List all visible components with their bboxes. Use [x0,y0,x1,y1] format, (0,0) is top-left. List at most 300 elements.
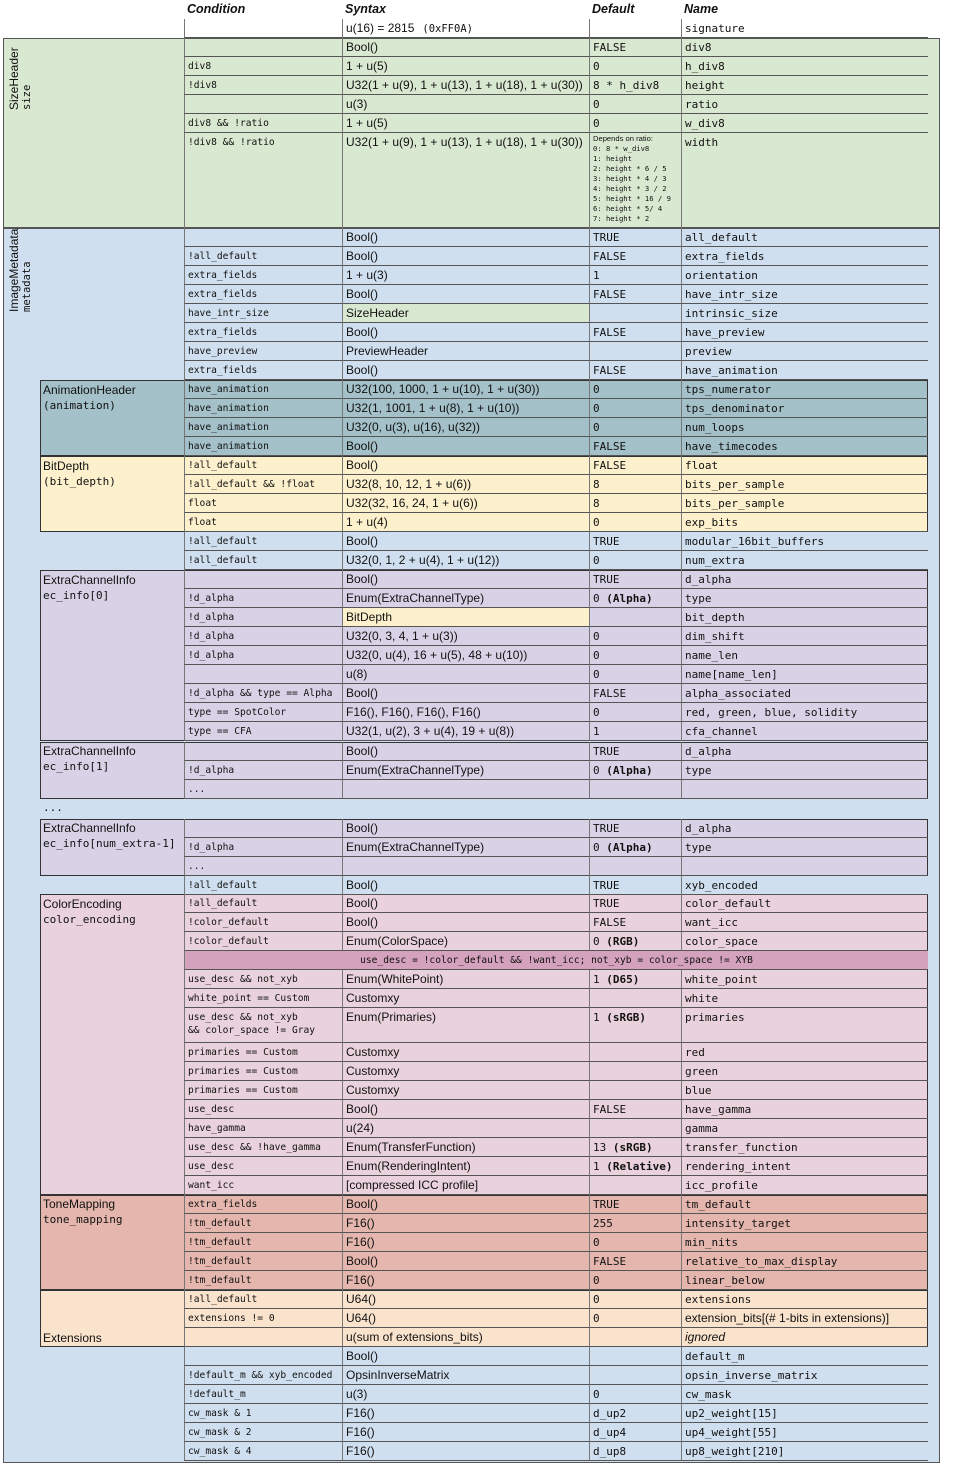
default-value: FALSE [593,364,627,377]
condition-cell: cw_mask & 4 [184,1442,342,1461]
default-value: 0 [593,98,600,111]
default-cell [589,266,681,285]
default-cell [589,361,681,380]
default-value: 0 [593,60,600,73]
name-cell: want_icc [681,913,928,932]
syntax-cell: Customxy [342,1043,589,1062]
table-row [0,323,957,342]
default-cell [589,970,681,989]
condition-cell: primaries == Custom [184,1043,342,1062]
ratio-note [589,134,681,224]
default-value: TRUE [593,745,620,758]
syntax-cell: Bool() [342,228,589,247]
syntax-cell: U32(8, 10, 12, 1 + u(6)) [342,475,589,494]
default-cell [589,894,681,913]
default-cell [589,742,681,761]
syntax-cell: 1 + u(5) [342,57,589,76]
name-cell: width [681,133,928,228]
name-cell [681,857,928,876]
table-row [0,19,957,38]
ratio-note-line: 1: height [593,154,632,163]
syntax-cell: U32(1, u(2), 3 + u(4), 19 + u(8)) [342,722,589,741]
default-cell [589,1328,681,1347]
condition-cell: have_animation [184,418,342,437]
name-cell: div8 [681,38,928,57]
condition-cell: type == CFA [184,722,342,741]
default-value: FALSE [593,1255,627,1268]
condition-cell: ... [184,857,342,876]
condition-cell: !d_alpha && type == Alpha [184,684,342,703]
syntax-cell: Bool() [342,684,589,703]
default-cell [589,665,681,684]
condition-cell: !d_alpha [184,608,342,627]
default-cell [589,1062,681,1081]
condition-cell [184,742,342,761]
condition-cell [184,95,342,114]
condition-cell: !tm_default [184,1271,342,1290]
name-cell: ratio [681,95,928,114]
table-row [0,1366,957,1385]
name-cell: up8_weight[210] [681,1442,928,1461]
table-row [0,342,957,361]
default-cell [589,494,681,513]
default-cell [589,1008,681,1043]
table-row [0,475,957,494]
default-cell [589,342,681,361]
condition-cell: extra_fields [184,285,342,304]
name-cell: type [681,838,928,857]
condition-cell: !tm_default [184,1214,342,1233]
default-value: 1 [593,1011,600,1024]
syntax-cell: Customxy [342,1062,589,1081]
default-cell [589,722,681,741]
name-cell: tm_default [681,1195,928,1214]
table-row [0,1195,957,1214]
default-cell [589,819,681,838]
condition-cell: have_intr_size [184,304,342,323]
name-cell: xyb_encoded [681,876,928,895]
condition-cell: !div8 && !ratio [184,133,342,228]
table-row [0,1081,957,1100]
table-row [0,133,957,152]
default-value: TRUE [593,535,620,548]
default-value: TRUE [593,573,620,586]
table-row [0,761,957,780]
name-cell: have_animation [681,361,928,380]
default-value: 0 [593,1274,600,1287]
default-cell [589,589,681,608]
default-cell [589,1138,681,1157]
default-cell [589,228,681,247]
default-cell [589,608,681,627]
name-cell: intrinsic_size [681,304,928,323]
condition-cell: use_desc [184,1100,342,1119]
default-cell [589,761,681,780]
default-value: FALSE [593,288,627,301]
condition-cell: !default_m && xyb_encoded [184,1366,342,1385]
condition-cell [184,1347,342,1366]
condition-cell: !d_alpha [184,838,342,857]
table-row [0,228,957,247]
name-cell: orientation [681,266,928,285]
syntax-cell: PreviewHeader [342,342,589,361]
name-cell: white [681,989,928,1008]
syntax-cell: Bool() [342,38,589,57]
name-cell: have_intr_size [681,285,928,304]
table-row [0,570,957,589]
default-value: 0 [593,935,600,948]
name-cell: bits_per_sample [681,475,928,494]
syntax-cell: u(sum of extensions_bits) [342,1328,589,1347]
default-cell [589,1214,681,1233]
ratio-note-line: 6: height * 5/ 4 [593,204,663,213]
default-value: 13 [593,1141,607,1154]
condition-cell: !d_alpha [184,589,342,608]
syntax-cell: Enum(Primaries) [342,1008,589,1043]
table-row [0,266,957,285]
name-cell: cw_mask [681,1385,928,1404]
syntax-cell: F16() [342,1442,589,1461]
table-row [0,819,957,838]
condition-cell: have_preview [184,342,342,361]
default-value: d_up8 [593,1445,627,1458]
syntax-cell [342,857,589,876]
condition-cell: use_desc [184,1157,342,1176]
table-row [0,1062,957,1081]
condition-cell: div8 [184,57,342,76]
default-cell [589,1290,681,1309]
default-label: (Alpha) [606,841,653,854]
table-row [0,1347,957,1366]
syntax-cell [342,780,589,799]
default-label: (D65) [606,973,640,986]
table-row [0,1290,957,1309]
condition-cell: extensions != 0 [184,1309,342,1328]
default-cell [589,1195,681,1214]
default-cell [589,304,681,323]
ecn-label: ExtraChannelInfo ec_info[num_extra-1] [43,821,176,850]
syntax-cell: U32(0, u(4), 16 + u(5), 48 + u(10)) [342,646,589,665]
condition-cell: !color_default [184,932,342,951]
condition-cell [184,1328,342,1347]
table-row [0,1100,957,1119]
condition-cell: cw_mask & 1 [184,1404,342,1423]
syntax-cell: F16() [342,1271,589,1290]
default-value: 0 [593,649,600,662]
syntax-cell: F16() [342,1404,589,1423]
condition-cell: !all_default [184,247,342,266]
default-value: 0 [593,1312,600,1325]
name-cell: color_default [681,894,928,913]
syntax-cell: 1 + u(3) [342,266,589,285]
name-cell: type [681,589,928,608]
default-value: 8 [593,497,600,510]
color-encoding-label: ColorEncoding color_encoding [43,897,136,926]
default-cell [589,380,681,399]
syntax-cell: u(3) [342,1385,589,1404]
name-cell: extensions [681,1290,928,1309]
condition-cell: extra_fields [184,361,342,380]
syntax-cell: Bool() [342,742,589,761]
name-cell: linear_below [681,1271,928,1290]
table-row [0,456,957,475]
name-cell: icc_profile [681,1176,928,1195]
table-row [0,247,957,266]
default-label: (sRGB) [612,1141,653,1154]
name-cell: red [681,1043,928,1062]
default-cell [589,1252,681,1271]
default-value: d_up4 [593,1426,627,1439]
condition-cell: have_animation [184,399,342,418]
default-cell [589,646,681,665]
table-row [0,722,957,741]
ratio-note-line: 4: height * 3 / 2 [593,184,667,193]
syntax-cell: u(3) [342,95,589,114]
name-cell: white_point [681,970,928,989]
table-row [0,665,957,684]
condition-cell: use_desc && !have_gamma [184,1138,342,1157]
name-cell: extra_fields [681,247,928,266]
default-value: TRUE [593,231,620,244]
default-value: 0 [593,706,600,719]
default-cell [589,399,681,418]
tone-mapping-label: ToneMapping tone_mapping [43,1197,123,1226]
table-row [0,1008,957,1036]
default-value: 255 [593,1217,613,1230]
name-cell: dim_shift [681,627,928,646]
table-row [0,932,957,951]
syntax-cell: U32(0, u(3), u(16), u(32)) [342,418,589,437]
syntax-cell: Enum(TransferFunction) [342,1138,589,1157]
ec1-label: ExtraChannelInfo ec_info[1] [43,744,136,773]
syntax-cell: OpsinInverseMatrix [342,1366,589,1385]
default-cell [589,1366,681,1385]
default-value: d_up2 [593,1407,627,1420]
table-row [0,380,957,399]
name-cell: rendering_intent [681,1157,928,1176]
ec0-label: ExtraChannelInfo ec_info[0] [43,573,136,602]
default-cell [589,857,681,876]
table-row [0,838,957,857]
syntax-cell: U32(1 + u(9), 1 + u(13), 1 + u(18), 1 + u(30)) [342,133,589,228]
name-cell: up2_weight[15] [681,1404,928,1423]
syntax-cell: Enum(ExtraChannelType) [342,761,589,780]
size-header-label: SizeHeader size [7,47,33,110]
ratio-note-line: 5: height * 16 / 9 [593,194,671,203]
ratio-note-line: 3: height * 4 / 3 [593,174,667,183]
default-cell [589,913,681,932]
default-cell [589,437,681,456]
table-row [0,703,957,722]
table-row [0,970,957,989]
condition-cell: !d_alpha [184,627,342,646]
name-cell: all_default [681,228,928,247]
syntax-cell: Bool() [342,570,589,589]
default-value: 0 [593,383,600,396]
ratio-note-line: 0: 8 * w_div8 [593,144,650,153]
table-row [0,989,957,1008]
default-cell [589,932,681,951]
name-cell: name_len [681,646,928,665]
default-label: (RGB) [606,935,640,948]
default-value: FALSE [593,250,627,263]
name-cell [681,780,928,799]
syntax-cell: BitDepth [342,608,589,627]
condition-cell: div8 && !ratio [184,114,342,133]
table-row [0,532,957,551]
syntax-cell: Bool() [342,323,589,342]
name-cell: bits_per_sample [681,494,928,513]
name-cell: height [681,76,928,95]
table-row [0,361,957,380]
condition-cell: ... [184,780,342,799]
syntax-cell: SizeHeader [342,304,589,323]
condition-cell [184,819,342,838]
name-cell: ignored [681,1328,928,1347]
table-row [0,304,957,323]
condition-cell: type == SpotColor [184,703,342,722]
syntax-cell: U64() [342,1290,589,1309]
name-cell: exp_bits [681,513,928,532]
syntax-cell: U32(100, 1000, 1 + u(10), 1 + u(30)) [342,380,589,399]
table-row [0,1043,957,1062]
default-cell [589,57,681,76]
name-cell: num_extra [681,551,928,570]
name-cell: color_space [681,932,928,951]
image-metadata-label: ImageMetadata metadata [7,228,33,312]
syntax-cell: F16() [342,1423,589,1442]
default-value: TRUE [593,879,620,892]
default-value: FALSE [593,687,627,700]
syntax-cell: u(24) [342,1119,589,1138]
table-row [0,876,957,895]
name-cell: min_nits [681,1233,928,1252]
default-value: 0 [593,554,600,567]
condition-cell: !all_default && !float [184,475,342,494]
condition-cell [184,228,342,247]
syntax-cell: Bool() [342,361,589,380]
header-name: Name [684,2,719,16]
condition-cell: white_point == Custom [184,989,342,1008]
default-cell [589,19,681,38]
default-cell [589,1385,681,1404]
syntax-cell: F16() [342,1214,589,1233]
syntax-cell: 1 + u(5) [342,114,589,133]
name-cell: preview [681,342,928,361]
ratio-note-title: Depends on ratio: [593,134,653,143]
table-row [0,418,957,437]
table-row [0,589,957,608]
default-cell [589,285,681,304]
default-cell [589,780,681,799]
name-cell: d_alpha [681,742,928,761]
syntax-cell: F16() [342,1233,589,1252]
default-cell [589,1176,681,1195]
name-cell: signature [681,19,928,38]
default-label: (Relative) [606,1160,673,1173]
condition-cell: !all_default [184,456,342,475]
condition-cell: have_gamma [184,1119,342,1138]
syntax-cell: Bool() [342,1347,589,1366]
condition-cell: want_icc [184,1176,342,1195]
default-label: (sRGB) [606,1011,646,1024]
table-row [0,684,957,703]
condition-cell: have_animation [184,380,342,399]
condition-cell: float [184,494,342,513]
condition-cell: !all_default [184,876,342,895]
table-row [0,1423,957,1442]
default-value: FALSE [593,1103,627,1116]
syntax-cell: Bool() [342,819,589,838]
default-value: TRUE [593,1198,620,1211]
condition-cell: cw_mask & 2 [184,1423,342,1442]
condition-cell: primaries == Custom [184,1062,342,1081]
syntax-cell: Bool() [342,913,589,932]
default-cell [589,570,681,589]
name-cell: d_alpha [681,819,928,838]
default-value: FALSE [593,440,627,453]
table-row [0,57,957,76]
name-cell: type [681,761,928,780]
name-cell: alpha_associated [681,684,928,703]
bit-depth-label: BitDepth (bit_depth) [43,459,116,488]
table-row [0,437,957,456]
syntax-cell: Enum(ExtraChannelType) [342,589,589,608]
syntax-cell: Bool() [342,1252,589,1271]
header-default: Default [592,2,635,16]
syntax-cell [342,19,589,38]
color-encoding-banner: use_desc = !color_default && !want_icc; not_xyb = color_space != XYB [184,951,928,970]
name-cell: d_alpha [681,570,928,589]
condition-cell: !d_alpha [184,646,342,665]
default-cell [589,1100,681,1119]
condition-cell: use_desc && not_xyb [184,970,342,989]
syntax-cell: Bool() [342,247,589,266]
table-row [0,1442,957,1461]
condition-cell: extra_fields [184,323,342,342]
default-value: 0 [593,630,600,643]
default-cell [589,114,681,133]
table-row [0,551,957,570]
condition-cell: !default_m [184,1385,342,1404]
default-cell [589,1347,681,1366]
table-row [0,513,957,532]
name-cell: cfa_channel [681,722,928,741]
default-value: 0 [593,1388,600,1401]
condition-cell: !all_default [184,894,342,913]
table-row [0,38,957,57]
syntax-cell: Enum(RenderingIntent) [342,1157,589,1176]
syntax-cell: Enum(WhitePoint) [342,970,589,989]
default-value: 0 [593,1236,600,1249]
table-row [0,399,957,418]
default-cell [589,456,681,475]
syntax-cell: Enum(ColorSpace) [342,932,589,951]
table-row [0,780,957,799]
table-row [0,1385,957,1404]
syntax-cell: u(8) [342,665,589,684]
default-value: TRUE [593,822,620,835]
table-row [0,1309,957,1328]
table-row [0,1252,957,1271]
syntax-cell: Customxy [342,989,589,1008]
ratio-note-line: 2: height * 6 / 5 [593,164,667,173]
condition-cell: !all_default [184,1290,342,1309]
name-cell: primaries [681,1008,928,1043]
condition-cell: !tm_default [184,1233,342,1252]
default-cell [589,684,681,703]
table-row [0,1119,957,1138]
